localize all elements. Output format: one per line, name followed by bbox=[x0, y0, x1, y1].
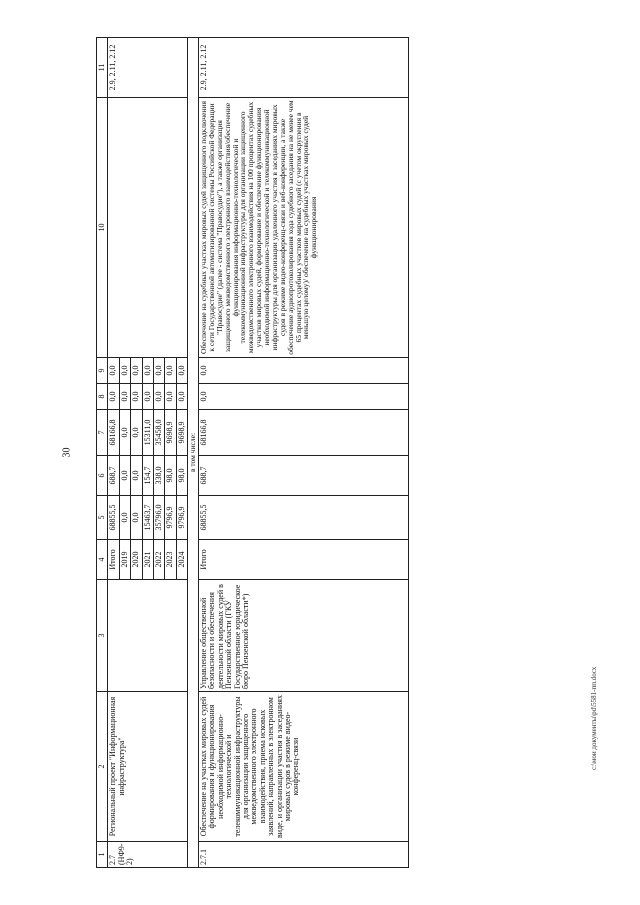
header-cell: 4 bbox=[97, 540, 108, 580]
year-cell: 2021 bbox=[142, 540, 153, 580]
year-cell: 2023 bbox=[165, 540, 176, 580]
project-executor bbox=[108, 580, 188, 692]
page-number: 30 bbox=[61, 447, 73, 458]
value-cell: 0,0 bbox=[131, 456, 142, 496]
header-cell: 11 bbox=[97, 38, 108, 98]
year-cell: 2022 bbox=[153, 540, 164, 580]
value-cell: 9698,9 bbox=[176, 410, 187, 456]
value-cell: 0,0 bbox=[119, 456, 130, 496]
year-cell: Итого bbox=[108, 540, 119, 580]
value-cell: 0,0 bbox=[165, 384, 176, 410]
value-cell: 0,0 bbox=[108, 358, 119, 384]
value-cell: 9796,9 bbox=[165, 496, 176, 540]
value-cell: 0,0 bbox=[153, 384, 164, 410]
header-cell: 7 bbox=[97, 410, 108, 456]
in-that-number-label: в том числе: bbox=[188, 38, 199, 868]
subitem-link: 2.9, 2.11, 2.12 bbox=[199, 38, 409, 98]
subitem-year: Итого bbox=[199, 540, 409, 580]
value-cell: 0,0 bbox=[119, 410, 130, 456]
value-cell: 9698,9 bbox=[165, 410, 176, 456]
subitem-value: 688,7 bbox=[199, 456, 409, 496]
subitem-name: Обеспечение на участках мировых судей формирования и функционирования необходимой информационно-технологической и телекоммуникационной инфраструктуры для организации защищенного межведомственного электронного взаимодействия, приема исковых заявлений, направленных в электронном виде, и организации участия в заседаниях мировых судов в режиме видео-конференц-связи bbox=[199, 692, 409, 842]
in-that-number-row bbox=[188, 38, 199, 868]
value-cell: 0,0 bbox=[119, 496, 130, 540]
subitem-value: 68855,5 bbox=[199, 496, 409, 540]
value-cell: 0,0 bbox=[131, 358, 142, 384]
project-name: Региональный проект "Информационная инфраструктура" bbox=[108, 692, 188, 842]
project-row bbox=[108, 38, 119, 868]
value-cell: 0,0 bbox=[108, 384, 119, 410]
value-cell: 0,0 bbox=[131, 496, 142, 540]
value-cell: 0,0 bbox=[153, 358, 164, 384]
value-cell: 0,0 bbox=[119, 384, 130, 410]
header-cell: 3 bbox=[97, 580, 108, 692]
year-cell: 2020 bbox=[131, 540, 142, 580]
value-cell: 0,0 bbox=[165, 358, 176, 384]
project-code: 2.7 (НФ9-2) bbox=[108, 842, 188, 868]
value-cell: 15463,7 bbox=[142, 496, 153, 540]
value-cell: 98,0 bbox=[176, 456, 187, 496]
value-cell: 0,0 bbox=[176, 384, 187, 410]
header-cell: 5 bbox=[97, 496, 108, 540]
subitem-value: 0,0 bbox=[199, 358, 409, 384]
value-cell: 9796,9 bbox=[176, 496, 187, 540]
budget-table-sheet bbox=[96, 38, 580, 868]
value-cell: 0,0 bbox=[131, 410, 142, 456]
value-cell: 15311,0 bbox=[142, 410, 153, 456]
value-cell: 688,7 bbox=[108, 456, 119, 496]
header-cell: 1 bbox=[97, 842, 108, 868]
header-cell: 6 bbox=[97, 456, 108, 496]
value-cell: 0,0 bbox=[131, 384, 142, 410]
value-cell: 338,0 bbox=[153, 456, 164, 496]
project-result bbox=[108, 98, 188, 358]
value-cell: 154,7 bbox=[142, 456, 153, 496]
header-cell: 8 bbox=[97, 384, 108, 410]
value-cell: 0,0 bbox=[142, 384, 153, 410]
value-cell: 68166,8 bbox=[108, 410, 119, 456]
header-cell: 2 bbox=[97, 692, 108, 842]
value-cell: 98,0 bbox=[165, 456, 176, 496]
year-cell: 2024 bbox=[176, 540, 187, 580]
subitem-value: 0,0 bbox=[199, 384, 409, 410]
subitem-code: 2.7.1 bbox=[199, 842, 409, 868]
value-cell: 0,0 bbox=[142, 358, 153, 384]
document-file-path: c:\мои документы\pd\5581-пп.docx bbox=[590, 666, 598, 770]
year-cell: 2019 bbox=[119, 540, 130, 580]
value-cell: 0,0 bbox=[176, 358, 187, 384]
header-cell: 10 bbox=[97, 98, 108, 358]
project-link: 2.9, 2.11, 2.12 bbox=[108, 38, 188, 98]
value-cell: 68855,5 bbox=[108, 496, 119, 540]
subitem-result: Обеспечение на судебных участках мировых судей защищенного подключения к сети Государственной автоматизированной системы Российской Федерации "Правосудие" (далее - система "Правосудие"), а также организация защищенного межведомственного электронного взаимодействия/обеспечение функционирования информационно-технологической и телекоммуникационной инфраструктуры для организации защищенного межведомственного электронного взаимодействия на 100 процентах судебных участков мировых судей, формирование и обеспечение функционирования необходимой информационно-технологической и телекоммуникационной инфраструктуры для организации удаленного участия в заседаниях мировых судов в режиме видео-конференц-связи и веб-конференции, а также обеспечение аудиопротоколирования хода судебного заседания на не менее чем 65 процентах судебных участков мировых судей (с учетом округления в меньшую целому)/ обеспечение на судебных участках мировых судей функционирования bbox=[199, 98, 409, 358]
subitem-executor: Управление общественной безопасности и обеспечения деятельности мировых судей в Пензенской области (ГКУ Государственное юридическое бюро Пензенской области*) bbox=[199, 580, 409, 692]
subitem-row bbox=[199, 38, 409, 868]
value-cell: 35458,0 bbox=[153, 410, 164, 456]
header-cell: 9 bbox=[97, 358, 108, 384]
value-cell: 0,0 bbox=[119, 358, 130, 384]
subitem-value: 68166,8 bbox=[199, 410, 409, 456]
value-cell: 35796,0 bbox=[153, 496, 164, 540]
header-row bbox=[97, 38, 108, 868]
budget-table bbox=[96, 37, 409, 868]
